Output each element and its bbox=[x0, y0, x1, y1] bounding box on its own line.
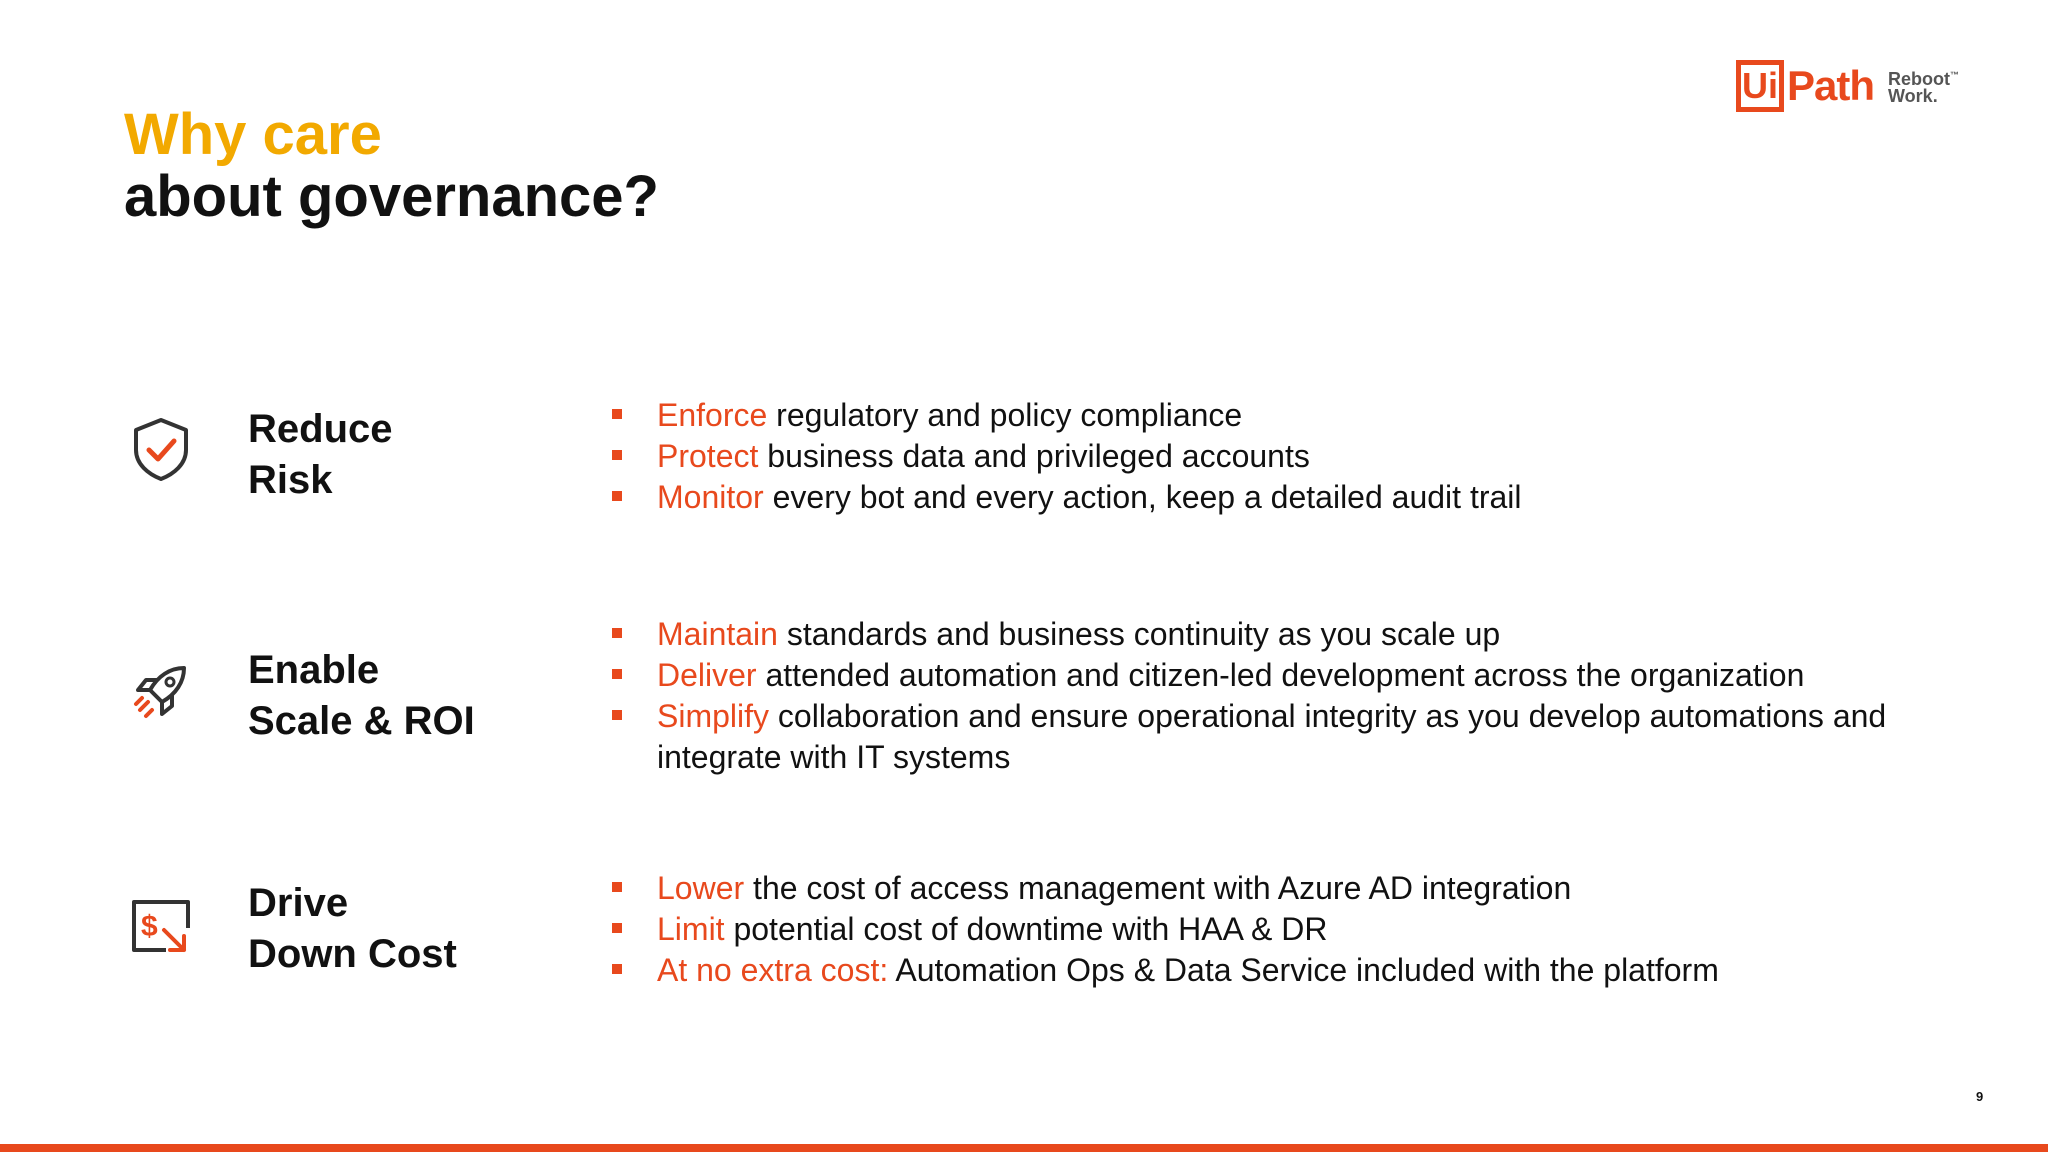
list-item bbox=[612, 614, 1992, 655]
title-line-1: Why care bbox=[124, 102, 382, 167]
bullet-text: standards and business continuity as you scale up bbox=[777, 616, 1501, 652]
heading-line: Drive bbox=[248, 881, 349, 925]
bullet-text: the cost of access management with Azure AD integration bbox=[744, 870, 1572, 906]
list-item bbox=[612, 909, 1992, 950]
bullet-highlight: Monitor bbox=[657, 479, 764, 515]
rocket-icon bbox=[126, 658, 196, 728]
bullet-list bbox=[612, 614, 1992, 778]
list-item bbox=[612, 477, 1992, 518]
heading-line: Scale & ROI bbox=[248, 699, 475, 743]
bottom-accent-bar bbox=[0, 1144, 2048, 1152]
logo-tag-line-1: Reboot bbox=[1888, 69, 1951, 89]
row-heading bbox=[248, 645, 475, 747]
heading-line: Enable bbox=[248, 648, 380, 692]
heading-line: Down Cost bbox=[248, 932, 457, 976]
list-item bbox=[612, 868, 1992, 909]
logo-tm: ™ bbox=[1950, 70, 1960, 80]
bullet-highlight: Lower bbox=[657, 870, 745, 906]
row-heading bbox=[248, 878, 457, 980]
list-item bbox=[612, 395, 1992, 436]
bullet-text: every bot and every action, keep a detailed audit trail bbox=[763, 479, 1522, 515]
bullet-text: collaboration and ensure operational integrity as you develop automations and integrate with IT systems bbox=[657, 698, 1887, 775]
bullet-text: potential cost of downtime with HAA & DR bbox=[724, 911, 1328, 947]
list-item bbox=[612, 655, 1992, 696]
logo-mark: Ui bbox=[1736, 60, 1784, 112]
list-item bbox=[612, 696, 1992, 778]
row-heading bbox=[248, 404, 393, 506]
bullet-highlight: Limit bbox=[657, 911, 725, 947]
logo-tag-line-2: Work. bbox=[1888, 86, 1938, 106]
bullet-highlight: Simplify bbox=[657, 698, 770, 734]
title-line-2: about governance? bbox=[124, 164, 659, 229]
bullet-highlight: Enforce bbox=[657, 397, 768, 433]
bullet-list bbox=[612, 868, 1992, 991]
cost-down-icon bbox=[126, 892, 196, 962]
logo-name: Path bbox=[1787, 62, 1875, 109]
slide-title bbox=[124, 104, 659, 228]
bullet-highlight: Protect bbox=[657, 438, 759, 474]
bullet-list bbox=[612, 395, 1992, 518]
list-item bbox=[612, 950, 1992, 991]
bullet-text: regulatory and policy compliance bbox=[767, 397, 1243, 433]
shield-check-icon bbox=[126, 414, 196, 484]
bullet-text: Automation Ops & Data Service included with the platform bbox=[888, 952, 1719, 988]
heading-line: Reduce bbox=[248, 407, 393, 451]
bullet-highlight: Maintain bbox=[657, 616, 778, 652]
uipath-logo bbox=[1736, 58, 1959, 114]
bullet-highlight: Deliver bbox=[657, 657, 757, 693]
svg-text:$: $ bbox=[141, 910, 158, 943]
bullet-text: business data and privileged accounts bbox=[758, 438, 1310, 474]
list-item bbox=[612, 436, 1992, 477]
page-number: 9 bbox=[1976, 1089, 1984, 1104]
bullet-highlight: At no extra cost: bbox=[657, 952, 889, 988]
bullet-text: attended automation and citizen-led development across the organization bbox=[756, 657, 1805, 693]
heading-line: Risk bbox=[248, 458, 333, 502]
logo-tagline bbox=[1888, 67, 1959, 105]
